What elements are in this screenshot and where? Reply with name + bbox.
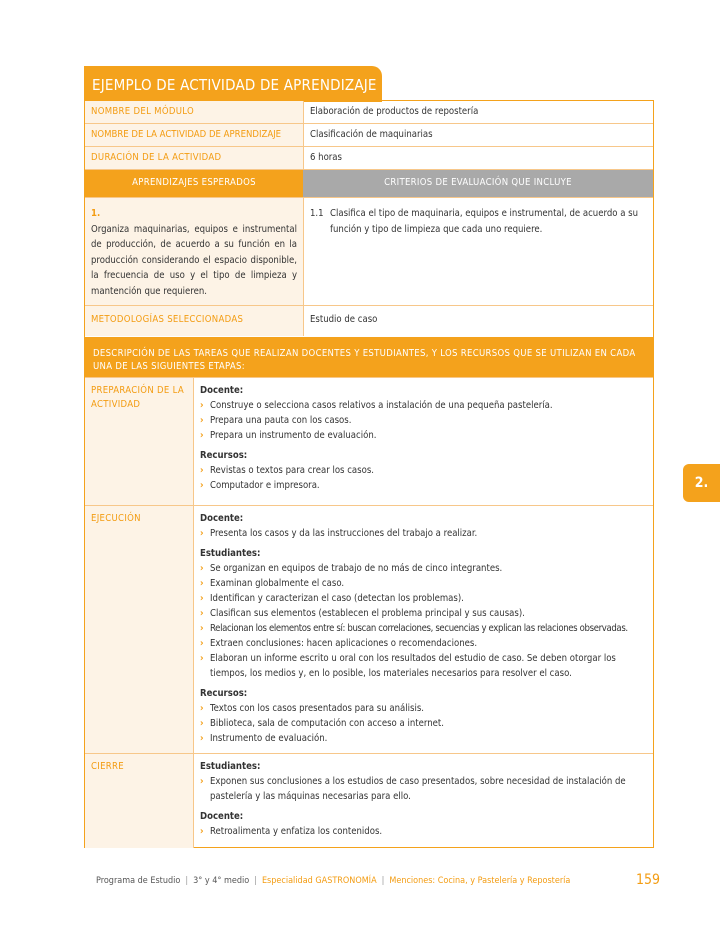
value-actividad: Clasificación de maquinarias <box>310 129 433 140</box>
footer-grade: 3° y 4° medio <box>193 876 250 886</box>
ejecucion-docente-list <box>200 526 647 541</box>
criterio-text: Clasifica el tipo de maquinaria, equipos e instrumental, de acuerdo a su función y tipo de limpieza que cada uno requiere. <box>330 208 639 235</box>
aprendizaje-text: Organiza maquinarias, equipos e instrumental de producción, de acuerdo a su función en la producción considerando el espacio disponible, la frecuencia de uso y el tipo de limpieza y mantención que requieren. <box>91 223 297 297</box>
cierre-docente-list <box>200 824 647 839</box>
cierre-estudiantes-list <box>200 774 647 804</box>
ejecucion-recursos-label: Recursos: <box>200 688 248 699</box>
section-ejecucion <box>85 505 653 754</box>
list-item: › Exponen sus conclusiones a los estudios de caso presentados, sobre necesidad de instalación de pastelería y las máquinas necesarias para ello. <box>200 776 626 802</box>
section-preparacion <box>85 377 653 506</box>
ejecucion-label: EJECUCIÓN <box>91 513 141 524</box>
label-duracion: DURACIÓN DE LA ACTIVIDAD <box>91 152 222 163</box>
list-item: › Prepara una pauta con los casos. <box>200 415 352 426</box>
page-number: 159 <box>636 872 661 888</box>
value-metodologias: Estudio de caso <box>310 314 378 325</box>
activity-table <box>84 100 654 848</box>
row-modulo <box>85 101 653 123</box>
ejecucion-recursos-list <box>200 701 647 746</box>
row-duracion <box>85 146 653 170</box>
preparacion-recursos-label: Recursos: <box>200 450 248 461</box>
cierre-label: CIERRE <box>91 761 124 772</box>
header-aprendizajes: APRENDIZAJES ESPERADOS <box>85 170 303 198</box>
activity-title: EJEMPLO DE ACTIVIDAD DE APRENDIZAJE <box>84 66 382 102</box>
ejecucion-docente-label: Docente: <box>200 513 244 524</box>
preparacion-docente-list <box>200 398 647 443</box>
list-item: › Presenta los casos y da las instrucciones del trabajo a realizar. <box>200 528 478 539</box>
list-item: › Elaboran un informe escrito u oral con los resultados del estudio de caso. Se deben otorgar los tiempos, los medios y, en lo posible, los materiales necesarios para resolver el caso. <box>200 653 616 679</box>
section-tab: 2. <box>683 464 720 502</box>
label-modulo: NOMBRE DEL MÓDULO <box>91 106 195 117</box>
footer-specialty: Especialidad GASTRONOMÍA <box>261 876 377 886</box>
list-item: › Identifican y caracterizan el caso (detectan los problemas). <box>200 593 464 604</box>
list-item: › Instrumento de evaluación. <box>200 733 328 744</box>
list-item: › Biblioteca, sala de computación con acceso a internet. <box>200 718 444 729</box>
value-modulo: Elaboración de productos de repostería <box>310 106 479 117</box>
cierre-docente-label: Docente: <box>200 811 244 822</box>
header-criterios: CRITERIOS DE EVALUACIÓN QUE INCLUYE <box>303 170 653 198</box>
label-actividad: NOMBRE DE LA ACTIVIDAD DE APRENDIZAJE <box>91 129 282 140</box>
criterio-number: 1.1 <box>310 208 324 219</box>
list-item: › Se organizan en equipos de trabajo de no más de cinco integrantes. <box>200 563 503 574</box>
preparacion-docente-label: Docente: <box>200 385 244 396</box>
footer-mentions: Menciones: Cocina, y Pastelería y Repostería <box>389 876 571 886</box>
ejecucion-estudiantes-label: Estudiantes: <box>200 548 261 559</box>
list-item: › Relacionan los elementos entre sí: buscan correlaciones, secuencias y explican las relaciones observadas. <box>200 623 628 634</box>
list-item: › Retroalimenta y enfatiza los contenidos. <box>200 826 383 837</box>
list-item: › Clasifican sus elementos (establecen el problema principal y sus causas). <box>200 608 525 619</box>
list-item: › Prepara un instrumento de evaluación. <box>200 430 377 441</box>
section-cierre <box>85 753 653 848</box>
list-item: › Textos con los casos presentados para su análisis. <box>200 703 424 714</box>
list-item: › Revistas o textos para crear los casos. <box>200 465 374 476</box>
row-metodologias <box>85 305 653 336</box>
row-actividad <box>85 123 653 147</box>
preparacion-recursos-list <box>200 463 647 493</box>
list-item: › Extraen conclusiones: hacen aplicaciones o recomendaciones. <box>200 638 478 649</box>
value-duracion: 6 horas <box>310 152 342 163</box>
list-item: › Construye o selecciona casos relativos a instalación de una pequeña pastelería. <box>200 400 553 411</box>
aprendizaje-number: 1. <box>91 208 101 219</box>
cierre-estudiantes-label: Estudiantes: <box>200 761 261 772</box>
label-metodologias: METODOLOGÍAS SELECCIONADAS <box>91 314 244 325</box>
footer-program: Programa de Estudio <box>96 876 181 886</box>
list-item: › Computador e impresora. <box>200 480 320 491</box>
header-row <box>85 169 653 198</box>
page-footer: Programa de Estudio | 3° y 4° medio | Especialidad GASTRONOMÍA | Menciones: Cocina, y Pastelería y Repostería <box>96 876 571 886</box>
list-item: › Examinan globalmente el caso. <box>200 578 345 589</box>
descripcion-banner: DESCRIPCIÓN DE LAS TAREAS QUE REALIZAN DOCENTES Y ESTUDIANTES, Y LOS RECURSOS QUE SE UTILIZAN EN CADA UNA DE LAS SIGUIENTES ETAPAS: <box>85 337 653 377</box>
preparacion-label: PREPARACIÓN DE LA ACTIVIDAD <box>91 385 185 410</box>
ejecucion-estudiantes-list <box>200 561 647 681</box>
row-aprendizaje <box>85 197 653 306</box>
